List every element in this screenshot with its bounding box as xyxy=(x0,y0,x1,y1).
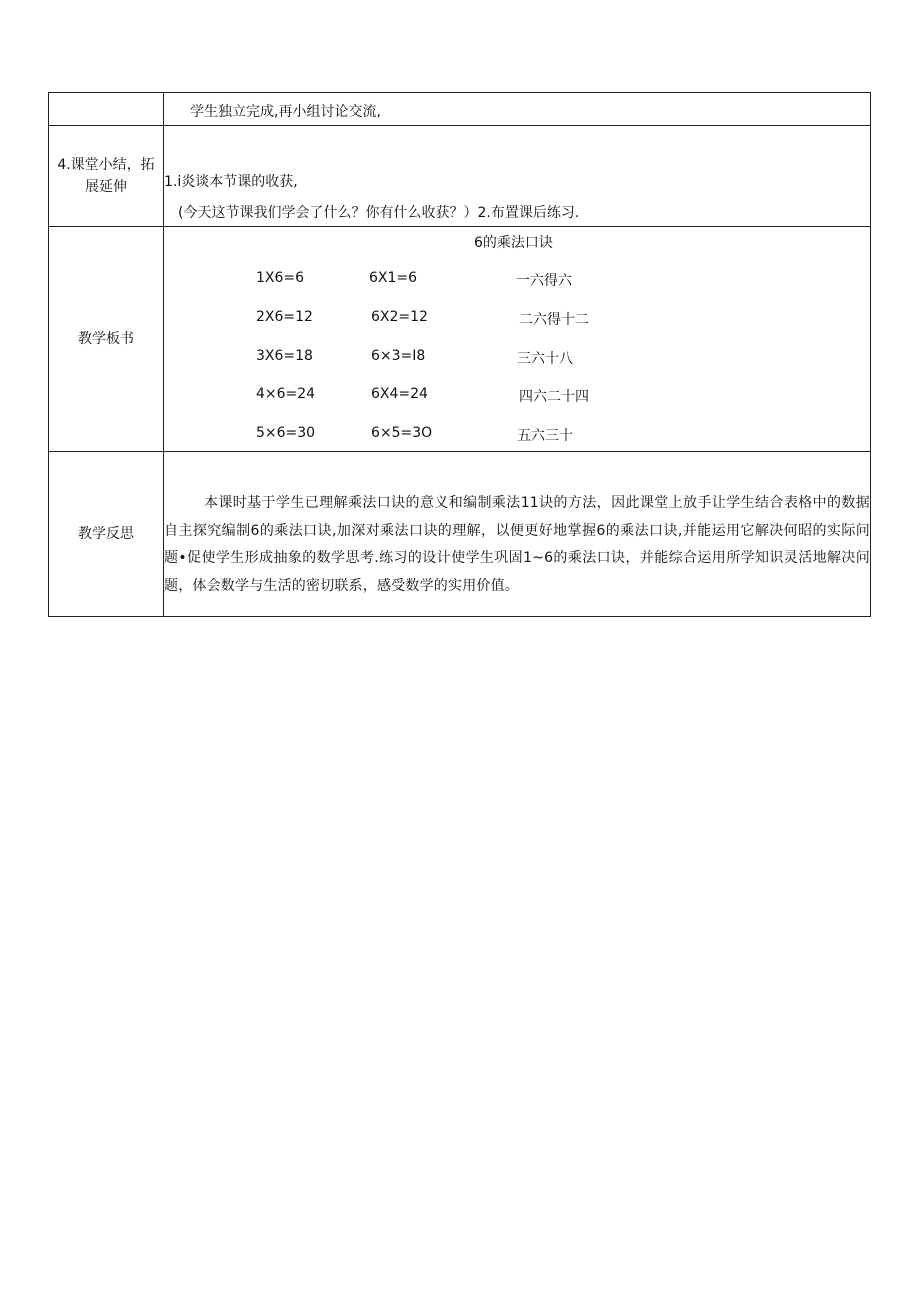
board-row-3-expr1: 3X6=18 xyxy=(256,348,313,364)
group-discussion-text: 学生独立完成,再小组讨论交流, xyxy=(190,104,381,120)
board-title: 6的乘法口诀 xyxy=(474,235,553,251)
row-content-cell xyxy=(164,93,871,126)
summary-line-2: (今天这节课我们学会了什么？你有什么收获？）2.布置课后练习. xyxy=(178,205,580,221)
table-row xyxy=(49,93,871,126)
board-row-2-expr2: 6X2=12 xyxy=(371,309,428,325)
board-row-2-rhyme: 二六得十二 xyxy=(519,312,589,328)
board-row-3-expr2: 6×3=I8 xyxy=(371,348,426,364)
board-row-5-rhyme: 五六三十 xyxy=(517,428,573,444)
board-row-4-rhyme: 四六二十四 xyxy=(519,389,589,405)
table-row xyxy=(49,227,871,452)
summary-label xyxy=(49,126,164,227)
board-row-1-expr1: 1X6=6 xyxy=(256,270,305,286)
board-row-4-expr2: 6X4=24 xyxy=(371,386,428,402)
board-cell xyxy=(164,227,871,452)
table-row xyxy=(49,126,871,227)
table-row xyxy=(49,452,871,617)
reflection-paragraph: 本课时基于学生已理解乘法口诀的意义和编制乘法11诀的方法，因此课堂上放手让学生结合表格中的数据自主探究编制6的乘法口诀,加深对乘法口诀的理解，以便更好地掌握6的乘法口诀,并能运用它解决何昭的实际问题•促使学生形成抽象的数学思考.练习的设计使学生巩固1~6的乘法口诀，并能综合运用所学知识灵活地解决问题，体会数学与生活的密切联系，感受数学的实用价值。 xyxy=(164,495,870,594)
summary-cell xyxy=(164,126,871,227)
board-row-4-expr1: 4×6=24 xyxy=(256,386,316,402)
board-row-1-rhyme: 一六得六 xyxy=(516,273,572,289)
reflection-cell xyxy=(164,452,871,617)
reflection-label: 教学反思 xyxy=(49,452,164,617)
summary-line-1: 1.i炎谈本节课的收获, xyxy=(164,174,298,190)
summary-label-text: 4.课堂小结，拓展延伸 xyxy=(57,157,155,195)
row-label xyxy=(49,93,164,126)
board-row-2-expr1: 2X6=12 xyxy=(256,309,313,325)
lesson-plan-table xyxy=(48,92,871,617)
board-row-3-rhyme: 三六十八 xyxy=(517,351,573,367)
board-row-5-expr2: 6×5=3O xyxy=(371,425,433,441)
board-row-5-expr1: 5×6=30 xyxy=(256,425,316,441)
board-row-1-expr2: 6X1=6 xyxy=(369,270,418,286)
board-label: 教学板书 xyxy=(49,227,164,452)
